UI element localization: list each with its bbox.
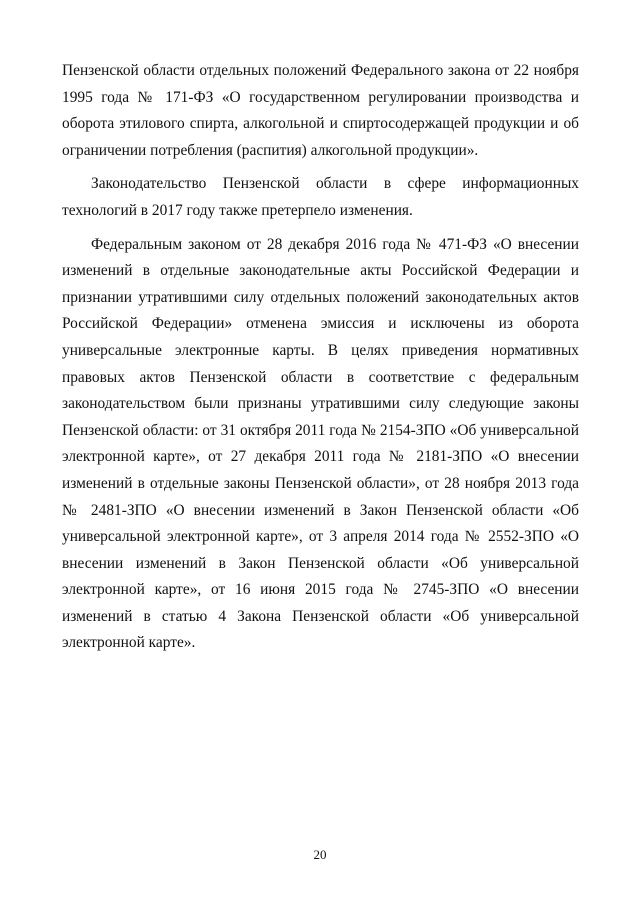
paragraph-federal-law-471: Федеральным законом от 28 декабря 2016 года № 471-ФЗ «О внесении изменений в отдельные законодательные акты Российской Федерации и признании утратившими силу отдельных положений законодательных актов Российской Федерации» отменена эмиссия и исключены из оборота универсальные электронные карты. В целях приведения нормативных правовых актов Пензенской области в соответствие с федеральным законодательством были признаны утратившими силу следующие законы Пензенской области: от 31 октября 2011 года № 2154-ЗПО «Об универсальной электронной карте», от 27 декабря 2011 года № 2181-ЗПО «О внесении изменений в отдельные законы Пензенской области», от 28 ноября 2013 года № 2481-ЗПО «О внесении изменений в Закон Пензенской области «Об универсальной электронной карте», от 3 апреля 2014 года № 2552-ЗПО «О внесении изменений в Закон Пензенской области «Об универсальной электронной карте», от 16 июня 2015 года № 2745-ЗПО «О внесении изменений в статью 4 Закона Пензенской области «Об универсальной электронной карте». bbox=[62, 235, 579, 652]
paragraph-it-legislation: Законодательство Пензенской области в сфере информационных технологий в 2017 году также претерпело изменения. bbox=[62, 175, 579, 219]
document-body bbox=[62, 58, 579, 657]
paragraph-continuation: Пензенской области отдельных положений Федерального закона от 22 ноября 1995 года № 171-ФЗ «О государственном регулировании производства и оборота этилового спирта, алкогольной и спиртосодержащей продукции и об ограничении потребления (распития) алкогольной продукции». bbox=[62, 62, 579, 159]
page-number: 20 bbox=[313, 847, 327, 862]
